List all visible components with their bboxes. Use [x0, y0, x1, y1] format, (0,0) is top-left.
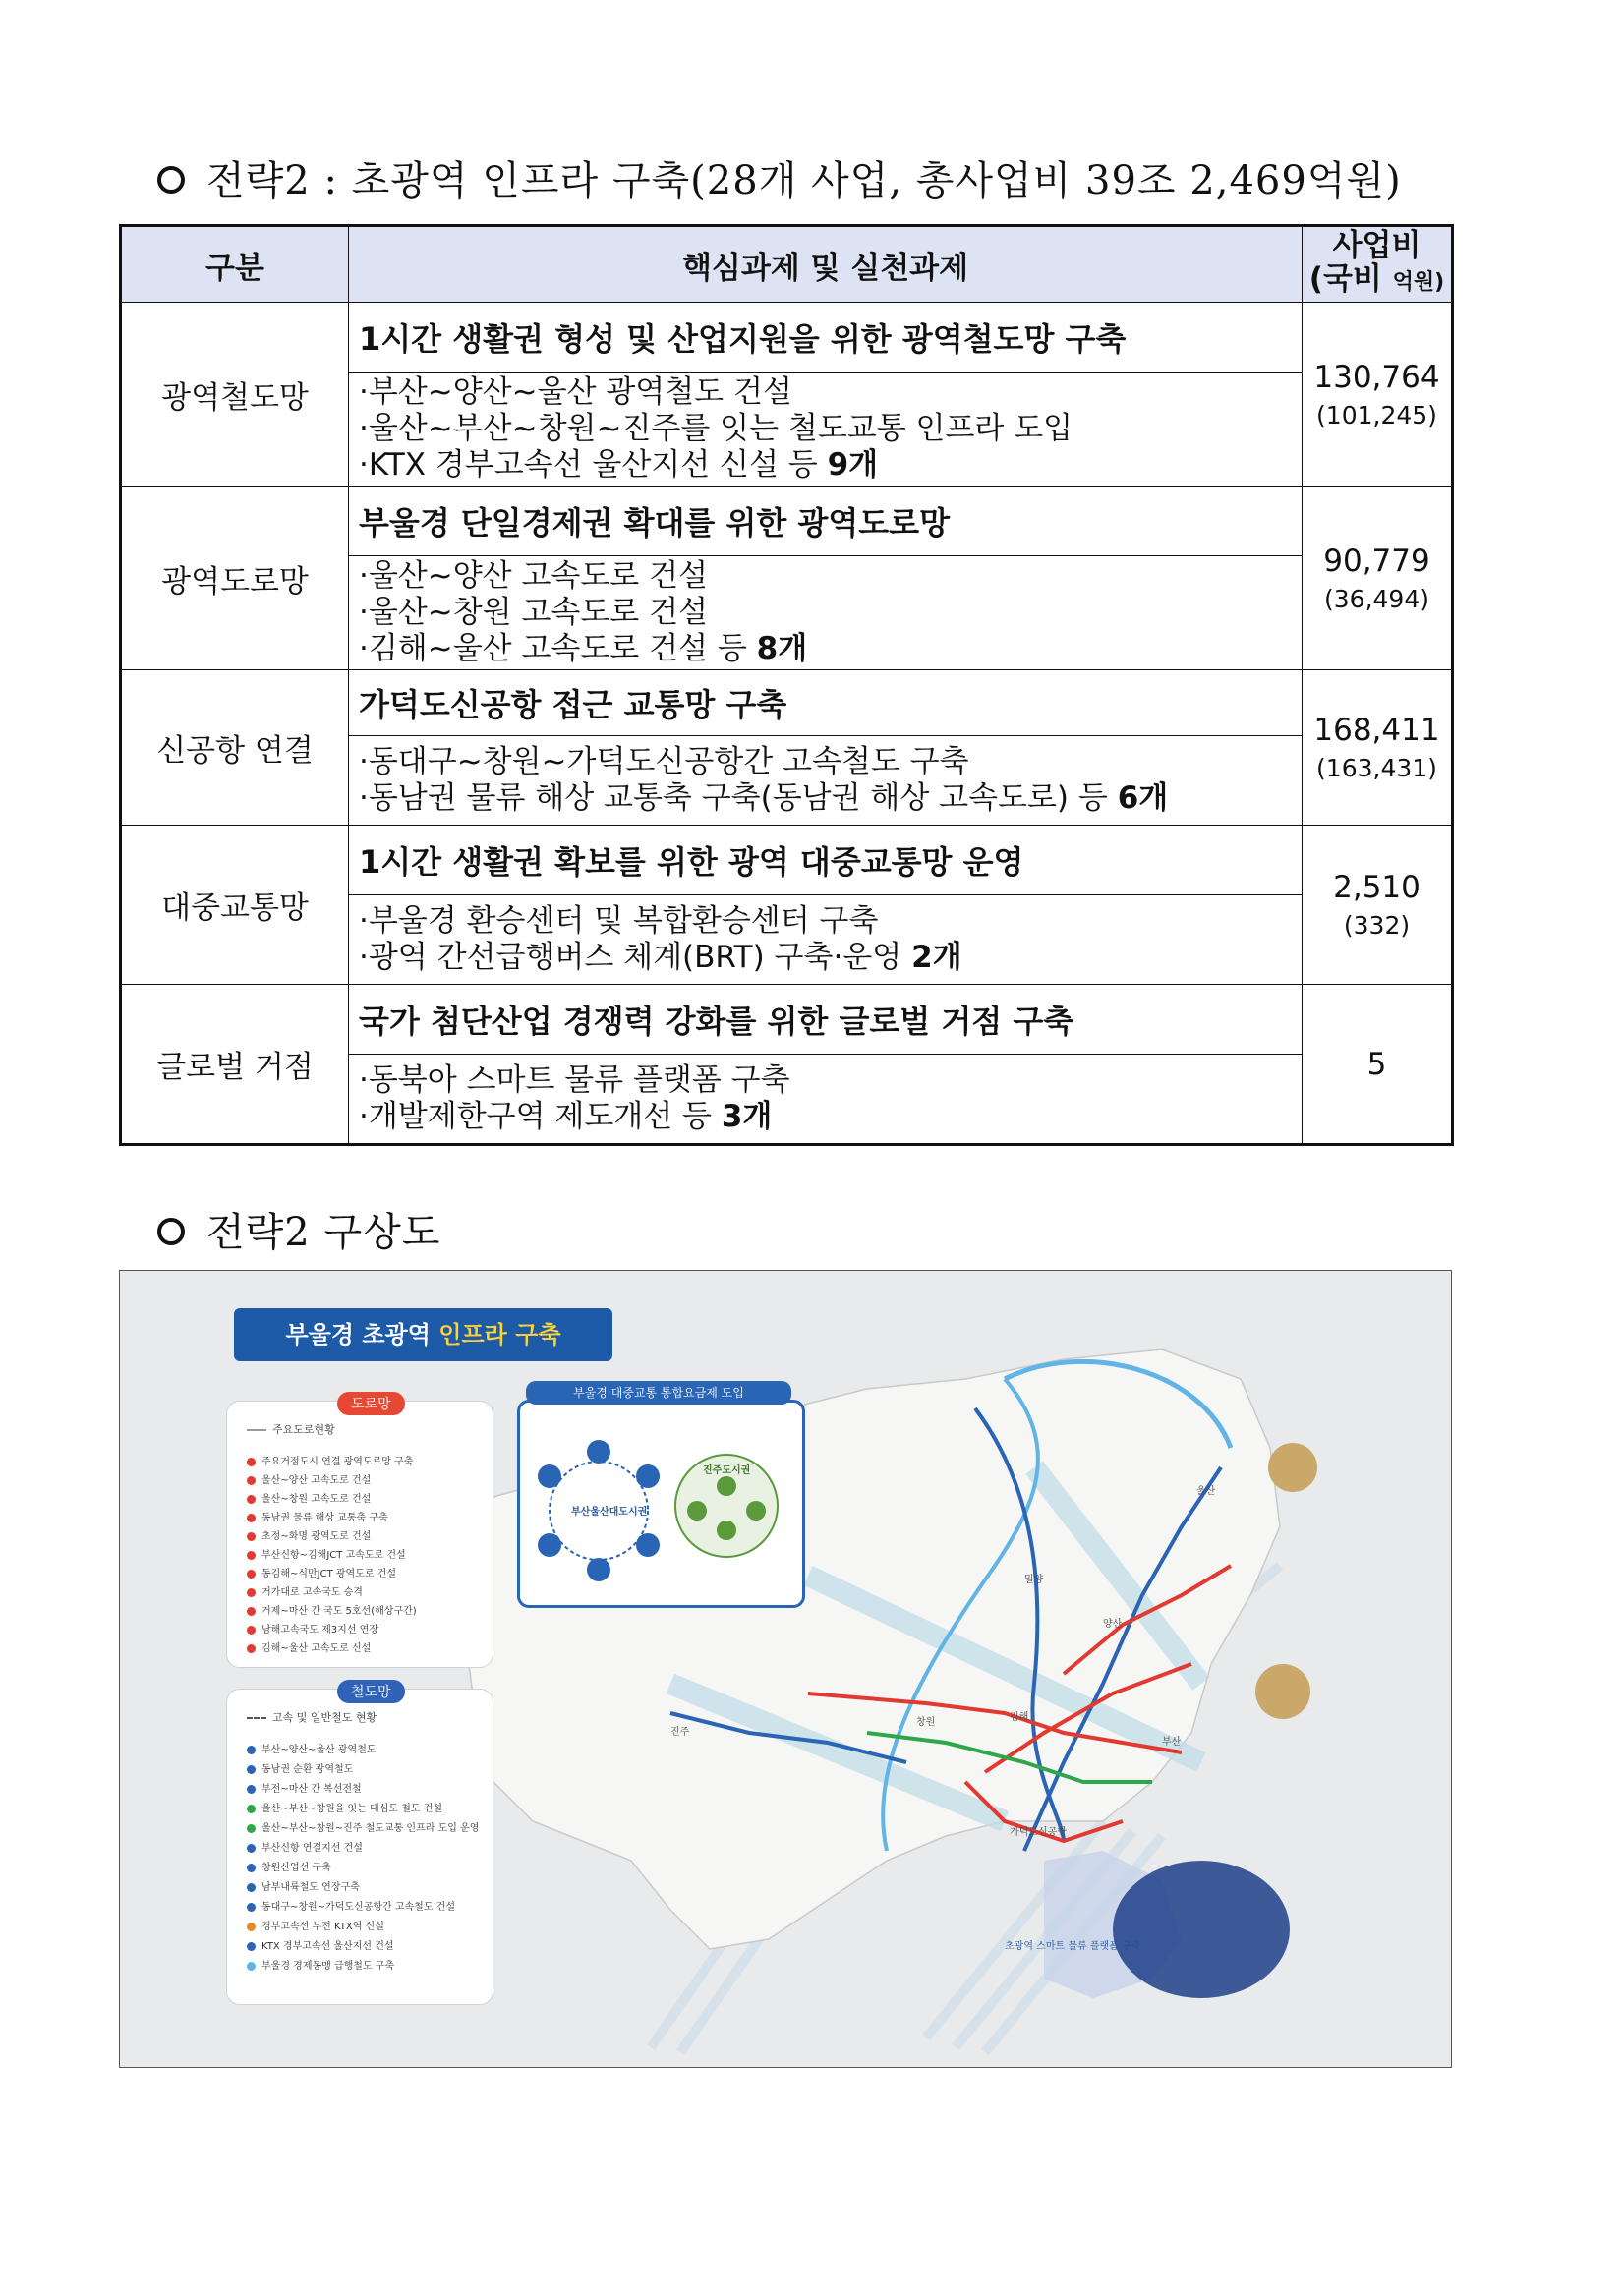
action-items: ·부울경 환승센터 및 복합환승센터 구축 ·광역 간선급행버스 체계(BRT) 구축·운영 2개: [349, 895, 1303, 985]
list-item: 동남권 물류 해상 교통축 구축: [247, 1509, 388, 1523]
maas-panel: [517, 1386, 805, 1608]
table-header-row: [121, 226, 1453, 303]
table-row: [121, 826, 1453, 895]
category-cell: 대중교통망: [121, 826, 349, 985]
place-label: 울산: [1196, 1486, 1216, 1497]
list-item: 울산~부산~창원~진주 철도교통 인프라 도입 운영: [247, 1819, 479, 1834]
inset-label: 초광역 스마트 물류 플랫폼 구축: [1005, 1941, 1141, 1952]
place-label: 창원: [916, 1717, 936, 1728]
list-item: KTX 경부고속선 울산지선 건설: [247, 1937, 394, 1952]
header-tasks: 핵심과제 및 실천과제: [349, 226, 1303, 303]
list-item: 동남권 순환 광역철도: [247, 1760, 353, 1775]
table-row: [121, 670, 1453, 736]
list-item: 울산~부산~창원을 잇는 대심도 철도 건설: [247, 1800, 442, 1814]
road-tag: 도로망: [337, 1392, 405, 1415]
category-cell: 신공항 연결: [121, 670, 349, 826]
core-task-title: 가덕도신공항 접근 교통망 구축: [349, 670, 1303, 736]
category-cell: 광역도로망: [121, 487, 349, 670]
place-label: 양산: [1103, 1619, 1123, 1630]
maas-center-label: 부산울산대도시권: [571, 1507, 648, 1518]
rail-legend-panel: 철도망 고속 및 일반철도 현황 부산~양산~울산 광역철도 동남권 순환 광역철도 부전~마산 간 복선전철 울산~부산~창원을 잇는 대심도 철도 건설 울산~부산~창원~진주 철도교통 인프라 도입 운영 부산신항 연결지선 건설 창원산업선 구축 남부내륙철도 연장구축 동대구~창원~가덕도신공항간 고속철도 건설 경부고속선 부전 KTX역 신설 KTX 경부고속선 울산지선 건설 부울경 경제동맹 급행철도 구축: [226, 1689, 493, 2005]
list-item: 주요거점도시 연결 광역도로망 구축: [247, 1453, 413, 1467]
header-category: 구분: [121, 226, 349, 303]
section-heading-strategy2: 전략2 : 초광역 인프라 구축(28개 사업, 총사업비 39조 2,469억원): [157, 149, 1402, 205]
core-task-title: 국가 첨단산업 경쟁력 강화를 위한 글로벌 거점 구축: [349, 985, 1303, 1055]
list-item: 거제~마산 간 국도 5호선(해상구간): [247, 1602, 417, 1617]
header-budget: 사업비 (국비 억원): [1303, 226, 1453, 303]
circle-bullet-icon: [157, 1218, 185, 1245]
hub-bubble: [1255, 1664, 1310, 1719]
section-heading-concept-map: 전략2 구상도: [157, 1201, 440, 1257]
list-item: 울산~양산 고속도로 건설: [247, 1471, 371, 1486]
action-items: ·부산~양산~울산 광역철도 건설 ·울산~부산~창원~진주를 잇는 철도교통 인프라 도입 ·KTX 경부고속선 울산지선 신설 등 9개: [349, 373, 1303, 487]
budget-cell: 130,764 (101,245): [1303, 303, 1453, 487]
core-task-title: 부울경 단일경제권 확대를 위한 광역도로망: [349, 487, 1303, 556]
action-items: ·동북아 스마트 물류 플랫폼 구축 ·개발제한구역 제도개선 등 3개: [349, 1055, 1303, 1145]
action-items: ·동대구~창원~가덕도신공항간 고속철도 구축 ·동남권 물류 해상 교통축 구축(동남권 해상 고속도로) 등 6개: [349, 736, 1303, 826]
list-item: 부산~양산~울산 광역철도: [247, 1741, 377, 1755]
list-item: 부산신항 연결지선 건설: [247, 1839, 363, 1854]
place-label: 가덕도신공항: [1010, 1827, 1067, 1838]
action-items: ·울산~양산 고속도로 건설 ·울산~창원 고속도로 건설 ·김해~울산 고속도로 건설 등 8개: [349, 556, 1303, 670]
place-label: 밀양: [1024, 1575, 1044, 1585]
budget-cell: 168,411 (163,431): [1303, 670, 1453, 826]
road-legend-panel: 도로망 주요도로현황 주요거점도시 연결 광역도로망 구축 울산~양산 고속도로 건설 울산~창원 고속도로 건설 동남권 물류 해상 교통축 구축 초정~화명 광역도로 건설 부산신항~김해JCT 고속도로 건설 동김해~식만JCT 광역도로 건설 거가대로 고속국도 승격 거제~마산 간 국도 5호선(해상구간) 남해고속국도 제3지선 연장 김해~울산 고속도로 신설: [226, 1401, 493, 1668]
budget-cell: 90,779 (36,494): [1303, 487, 1453, 670]
list-item: 김해~울산 고속도로 신설: [247, 1639, 371, 1654]
place-label: 김해: [1010, 1712, 1029, 1723]
list-item: 부산신항~김해JCT 고속도로 건설: [247, 1546, 406, 1561]
list-item: 동대구~창원~가덕도신공항간 고속철도 건설: [247, 1898, 455, 1913]
rail-tag: 철도망: [337, 1680, 405, 1703]
table-row: [121, 303, 1453, 373]
table-row: [121, 985, 1453, 1055]
list-item: 남부내륙철도 연장구축: [247, 1878, 360, 1893]
logistics-bubble: [1113, 1861, 1290, 1998]
project-table: [119, 224, 1454, 1146]
list-item: 동김해~식만JCT 광역도로 건설: [247, 1565, 396, 1579]
core-task-title: 1시간 생활권 형성 및 산업지원을 위한 광역철도망 구축: [349, 303, 1303, 373]
place-label: 진주: [670, 1727, 690, 1738]
circle-bullet-icon: [157, 166, 185, 194]
budget-cell: 2,510 (332): [1303, 826, 1453, 985]
map-banner: 부울경 초광역 인프라 구축: [234, 1308, 612, 1361]
core-task-title: 1시간 생활권 확보를 위한 광역 대중교통망 운영: [349, 826, 1303, 895]
budget-cell: 5: [1303, 985, 1453, 1145]
list-item: 부전~마산 간 복선전철: [247, 1780, 362, 1795]
maas-right-label: 진주도시권: [703, 1465, 751, 1476]
list-item: 부울경 경제동맹 급행철도 구축: [247, 1957, 394, 1972]
list-item: 초정~화명 광역도로 건설: [247, 1527, 371, 1542]
category-cell: 광역철도망: [121, 303, 349, 487]
concept-map: [119, 1270, 1452, 2068]
list-item: 거가대로 고속국도 승격: [247, 1583, 363, 1598]
maas-title: 부울경 대중교통 통합요금제 도입: [526, 1381, 791, 1405]
hub-bubble: [1268, 1443, 1317, 1492]
list-item: 남해고속국도 제3지선 연장: [247, 1621, 378, 1636]
category-cell: 글로벌 거점: [121, 985, 349, 1145]
place-label: 부산: [1162, 1737, 1182, 1748]
list-item: 울산~창원 고속도로 건설: [247, 1490, 371, 1505]
table-row: [121, 487, 1453, 556]
list-item: 경부고속선 부전 KTX역 신설: [247, 1918, 384, 1932]
list-item: 창원산업선 구축: [247, 1859, 331, 1873]
maas-diagram: [520, 1403, 802, 1605]
